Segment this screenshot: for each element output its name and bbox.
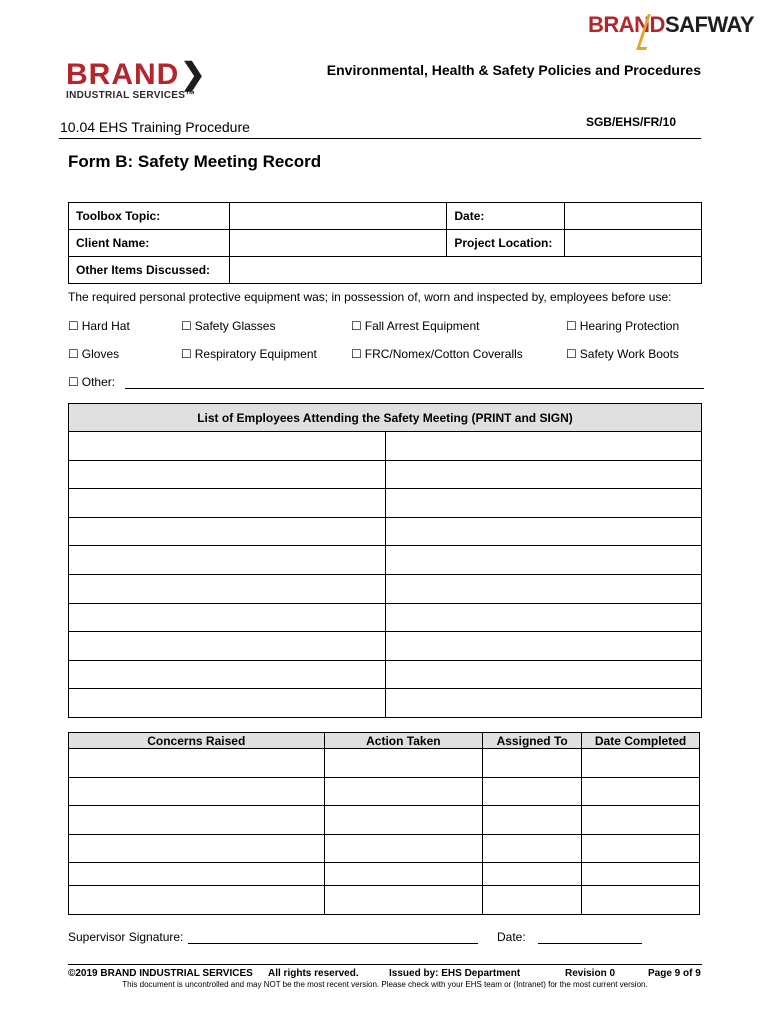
ppe-checkbox-safety-glasses[interactable] (181, 319, 275, 333)
other-items-field[interactable] (229, 257, 701, 284)
action-cell[interactable] (324, 834, 483, 863)
ppe-checkbox-fall-arrest[interactable] (351, 319, 479, 333)
signature-date-field[interactable] (538, 943, 642, 944)
date-completed-cell[interactable] (582, 834, 700, 863)
ppe-label: Other: (81, 375, 116, 389)
meeting-info-table (68, 202, 702, 284)
employee-cell[interactable] (385, 689, 702, 718)
client-name-field[interactable] (229, 230, 447, 257)
table-row (69, 517, 702, 546)
ppe-checkbox-other[interactable] (68, 375, 115, 389)
ppe-checkbox-respiratory[interactable] (181, 347, 317, 361)
page-title: Form B: Safety Meeting Record (68, 152, 322, 171)
table-row (69, 432, 702, 461)
ppe-label: Safety Glasses (194, 319, 276, 333)
ppe-statement: The required personal protective equipment was; in possession of, worn and inspected by, employees before use: (68, 290, 672, 304)
action-cell[interactable] (324, 749, 483, 778)
concern-cell[interactable] (69, 834, 325, 863)
action-cell[interactable] (324, 886, 483, 915)
brandsafway-logo (588, 12, 755, 52)
checkbox-icon: ☐ (566, 347, 577, 361)
checkbox-icon: ☐ (68, 319, 79, 333)
brand-logo-chevron-icon: ❯ (180, 58, 206, 91)
concern-cell[interactable] (69, 777, 325, 806)
table-row (69, 806, 700, 835)
checkbox-icon: ☐ (351, 347, 362, 361)
header-divider (59, 138, 701, 139)
employee-cell[interactable] (69, 660, 386, 689)
assigned-to-header: Assigned To (483, 733, 582, 749)
toolbox-topic-label: Toolbox Topic: (69, 203, 230, 230)
footer-page-number: Page 9 of 9 (648, 968, 701, 979)
ppe-label: Respiratory Equipment (194, 347, 317, 361)
concerns-table (68, 732, 700, 915)
ppe-checkbox-coveralls[interactable] (351, 347, 523, 361)
footer-copyright: ©2019 BRAND INDUSTRIAL SERVICES (68, 968, 253, 979)
checkbox-icon: ☐ (68, 347, 79, 361)
action-cell[interactable] (324, 863, 483, 886)
assigned-cell[interactable] (483, 863, 582, 886)
brand-logo-subtitle: INDUSTRIAL SERVICES™ (66, 90, 196, 101)
employees-table-header: List of Employees Attending the Safety Meeting (PRINT and SIGN) (69, 404, 702, 432)
brand-industrial-logo (66, 60, 216, 102)
checkbox-icon: ☐ (566, 319, 577, 333)
action-cell[interactable] (324, 806, 483, 835)
table-row (69, 749, 700, 778)
brandsafway-logo-brand: BRAND (588, 12, 665, 37)
table-row (69, 603, 702, 632)
table-row (69, 489, 702, 518)
table-row (69, 863, 700, 886)
signature-date-label: Date: (497, 930, 526, 944)
employee-cell[interactable] (69, 489, 386, 518)
toolbox-topic-field[interactable] (229, 203, 447, 230)
date-completed-cell[interactable] (582, 886, 700, 915)
assigned-cell[interactable] (483, 834, 582, 863)
concern-cell[interactable] (69, 863, 325, 886)
employee-cell[interactable] (385, 603, 702, 632)
employee-cell[interactable] (69, 574, 386, 603)
ppe-label: Hearing Protection (579, 319, 680, 333)
employee-cell[interactable] (385, 432, 702, 461)
concern-cell[interactable] (69, 886, 325, 915)
supervisor-signature-field[interactable] (188, 943, 478, 944)
ppe-checkbox-work-boots[interactable] (566, 347, 679, 361)
brandsafway-logo-safway: SAFWAY (664, 12, 755, 37)
table-row (69, 574, 702, 603)
table-row (69, 777, 700, 806)
concern-cell[interactable] (69, 749, 325, 778)
footer-revision: Revision 0 (565, 968, 616, 979)
brand-logo-word: BRAND (66, 58, 180, 91)
date-label: Date: (447, 203, 565, 230)
action-cell[interactable] (324, 777, 483, 806)
table-row (69, 660, 702, 689)
footer-issued-by: Issued by: EHS Department (389, 968, 521, 979)
assigned-cell[interactable] (483, 749, 582, 778)
date-completed-header: Date Completed (582, 733, 700, 749)
employee-cell[interactable] (385, 632, 702, 661)
footer-rights: All rights reserved. (268, 968, 359, 979)
project-location-label: Project Location: (447, 230, 565, 257)
table-row (69, 886, 700, 915)
ppe-checkbox-hearing-protection[interactable] (566, 319, 679, 333)
employee-cell[interactable] (69, 632, 386, 661)
concern-cell[interactable] (69, 806, 325, 835)
date-field[interactable] (565, 203, 702, 230)
ppe-label: Fall Arrest Equipment (364, 319, 480, 333)
table-row (69, 460, 702, 489)
ppe-label: FRC/Nomex/Cotton Coveralls (364, 347, 523, 361)
assigned-cell[interactable] (483, 886, 582, 915)
document-header-title: Environmental, Health & Safety Policies and Procedures (326, 62, 701, 78)
procedure-name: 10.04 EHS Training Procedure (60, 119, 250, 135)
checkbox-icon: ☐ (351, 319, 362, 333)
checkbox-icon: ☐ (68, 375, 79, 389)
employees-table (68, 403, 702, 718)
ppe-label: Gloves (81, 347, 120, 361)
project-location-field[interactable] (565, 230, 702, 257)
assigned-cell[interactable] (483, 806, 582, 835)
client-name-label: Client Name: (69, 230, 230, 257)
assigned-cell[interactable] (483, 777, 582, 806)
employee-cell[interactable] (69, 689, 386, 718)
supervisor-signature-label: Supervisor Signature: (68, 930, 184, 944)
employee-cell[interactable] (385, 574, 702, 603)
employee-cell[interactable] (69, 603, 386, 632)
employee-cell[interactable] (385, 660, 702, 689)
date-completed-cell[interactable] (582, 806, 700, 835)
ppe-label: Hard Hat (81, 319, 130, 333)
table-row (69, 632, 702, 661)
date-completed-cell[interactable] (582, 863, 700, 886)
other-items-label: Other Items Discussed: (69, 257, 230, 284)
employee-cell[interactable] (385, 517, 702, 546)
footer-notice: This document is uncontrolled and may NOT be the most recent version. Please check with your EHS team or (Intranet) for the most current version. (122, 980, 648, 989)
footer-divider (68, 964, 702, 965)
ppe-checkbox-gloves[interactable] (68, 347, 119, 361)
employee-cell[interactable] (69, 460, 386, 489)
table-row (69, 689, 702, 718)
ppe-checkbox-hard-hat[interactable] (68, 319, 130, 333)
employee-cell[interactable] (69, 432, 386, 461)
date-completed-cell[interactable] (582, 749, 700, 778)
employee-cell[interactable] (69, 546, 386, 575)
employee-cell[interactable] (385, 546, 702, 575)
action-taken-header: Action Taken (324, 733, 483, 749)
employee-cell[interactable] (69, 517, 386, 546)
other-ppe-field[interactable] (125, 388, 704, 389)
table-row (69, 834, 700, 863)
employee-cell[interactable] (385, 489, 702, 518)
form-code: SGB/EHS/FR/10 (585, 115, 676, 129)
checkbox-icon: ☐ (181, 319, 192, 333)
concerns-raised-header: Concerns Raised (69, 733, 325, 749)
table-row (69, 546, 702, 575)
checkbox-icon: ☐ (181, 347, 192, 361)
date-completed-cell[interactable] (582, 777, 700, 806)
ppe-label: Safety Work Boots (579, 347, 679, 361)
employee-cell[interactable] (385, 460, 702, 489)
